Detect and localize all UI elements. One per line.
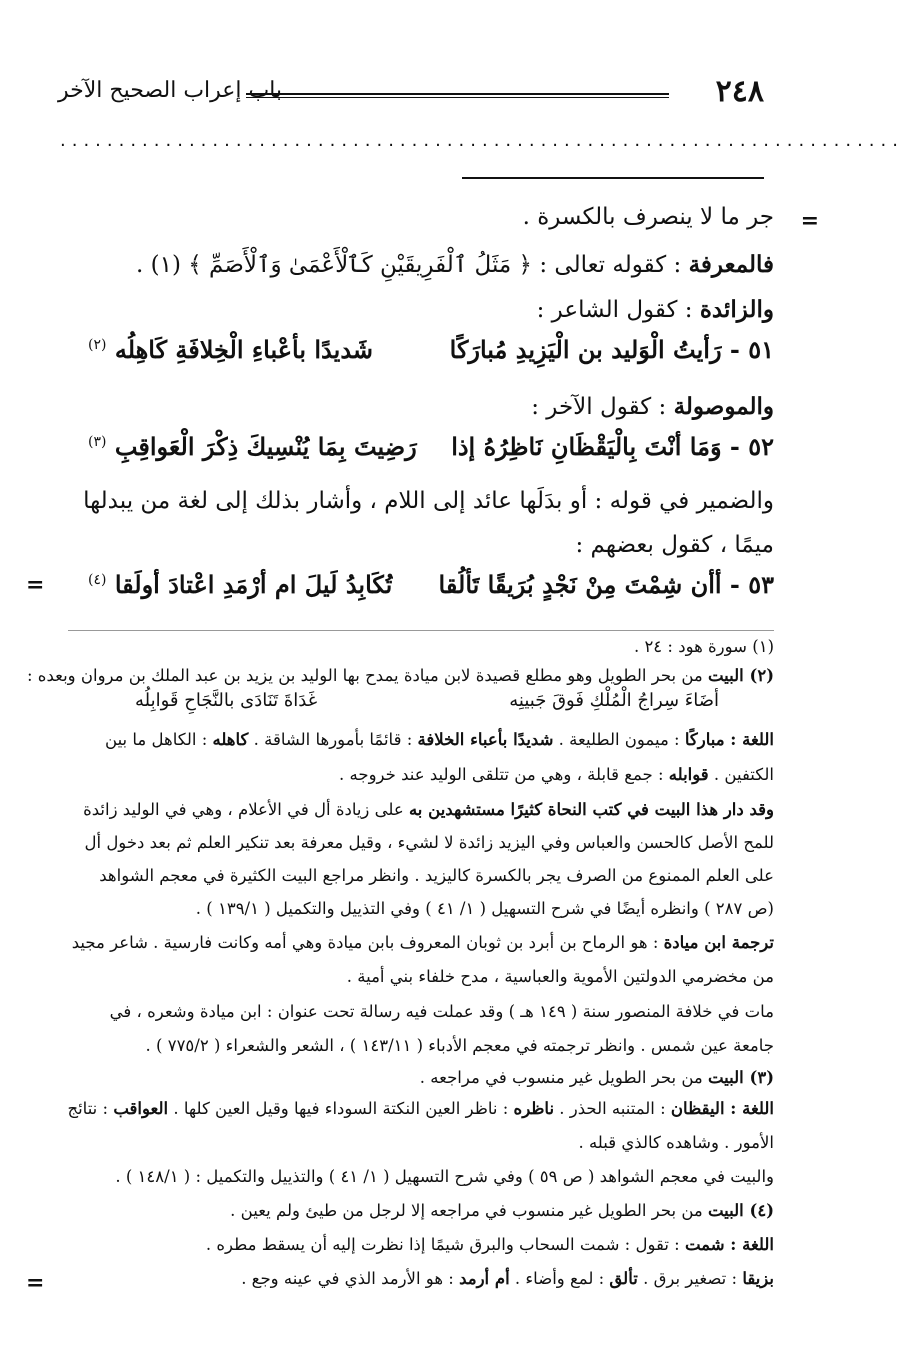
footnote-line: على العلم الممنوع من الصرف يجر بالكسرة كاليزيد . وانظر مراجع البيت الكثيرة في معجم الشواهد xyxy=(99,866,774,885)
header-rule xyxy=(246,93,669,98)
footnote-line: والبيت في معجم الشواهد ( ص ٥٩ ) وفي شرح التسهيل ( ١/ ٤١ ) والتذييل والتكميل : ( ١٤٨/١ ) . xyxy=(115,1167,774,1186)
footnote-term: تألق xyxy=(609,1269,638,1288)
footnote-line xyxy=(66,1230,774,1259)
footnote-text: : تصغير برق . xyxy=(637,1269,743,1288)
footnote-line: من مخضرمي الدولتين الأموية والعباسية ، مدح خلفاء بني أمية . xyxy=(346,967,774,986)
footnote-line: الأمور . وشاهده كالذي قبله . xyxy=(578,1133,774,1152)
dotted-separator: ........................................................................ xyxy=(60,130,904,151)
footnote-term: شديدًا بأعباء الخلافة xyxy=(417,730,554,749)
footnote-text: : لمع وأضاء . xyxy=(509,1269,610,1288)
footnote-verse-first: أضَاءَ سِراجُ الْمُلْكِ فَوقَ جَبينِه xyxy=(509,690,719,711)
footnote-term: وقد دار هذا البيت في كتب النحاة كثيرًا مستشهدين به xyxy=(408,800,774,819)
footnote-text: على زيادة أل في الأعلام ، وهي في الوليد زائدة xyxy=(83,800,409,819)
main-line xyxy=(104,390,774,425)
footnote-line: جامعة عين شمس . وانظر ترجمته في معجم الأدباء ( ١٤٣/١١ ) ، الشعر والشعراء ( ٧٧٥/٢ ) . xyxy=(145,1036,774,1055)
footnote-line xyxy=(66,1264,774,1293)
verse-53-first xyxy=(439,570,774,599)
footnote-line xyxy=(66,725,774,754)
verse-number: ٥١ - xyxy=(721,335,774,364)
footnote-text: من بحر الطويل وهو مطلع قصيدة لابن ميادة يمدح بها الوليد بن يزيد بن عبد الملك بن مروان وبعده : xyxy=(27,666,708,685)
main-line xyxy=(104,248,774,283)
verse-51-first xyxy=(450,335,774,364)
footnote-term: أم أرمد xyxy=(459,1269,510,1288)
main-text: : كقوله تعالى : ﴿ مَثَلُ ٱلْفَرِيقَيْنِ كَٱلْأَعْمَىٰ وَٱلْأَصَمِّ ﴾ (١) . xyxy=(136,252,689,278)
footnote-text: : هو الرماح بن أبرد بن ثوبان المعروف بابن ميادة وهي أمه وكانت فارسية . شاعر مجيد xyxy=(71,933,664,952)
verse-52-second xyxy=(88,432,417,461)
footnote-term: كاهله xyxy=(212,730,249,749)
footnote-line xyxy=(66,1063,774,1092)
footnote-ref: (٣) xyxy=(88,434,107,450)
footnote-term: قوابله xyxy=(668,765,709,784)
footnote-line xyxy=(66,928,774,957)
hemistich: رَأيتُ الْوَليد بن الْيَزِيدِ مُبارَكًا xyxy=(449,335,722,364)
footnote-term: (٢) البيت xyxy=(707,666,774,685)
footnote-term: العواقب xyxy=(113,1099,169,1118)
footnote-term: اللغة : مباركًا xyxy=(684,730,774,749)
main-line: والضمير في قوله : أو بدَلَها عائد إلى اللام ، وأشار بذلك إلى لغة من يبدلها xyxy=(83,488,774,514)
text-rule xyxy=(462,177,764,179)
footnote-text: : نتائج xyxy=(67,1099,114,1118)
term: والزائدة xyxy=(699,296,774,323)
footnote-text: الكتفين . xyxy=(708,765,774,784)
footnote-line xyxy=(66,1094,774,1123)
footnote-text: من بحر الطويل غير منسوب في مراجعه إلا لرجل من طيئ ولم يعين . xyxy=(230,1201,708,1220)
page-number: ٢٤٨ xyxy=(715,74,764,109)
term: والموصولة xyxy=(673,393,774,420)
margin-mark-top: = xyxy=(800,208,819,234)
footnote-text: من بحر الطويل غير منسوب في مراجعه . xyxy=(419,1068,708,1087)
footnote-term: ناظره xyxy=(513,1099,555,1118)
main-line: ميمًا ، كقول بعضهم : xyxy=(575,532,774,558)
chapter-title: باب إعراب الصحيح الآخر xyxy=(58,78,283,103)
main-line xyxy=(104,293,774,328)
verse-53-second xyxy=(88,570,392,599)
hemistich: رَضِيتَ بِمَا يُنْسِيكَ ذِكْرَ الْعَواقِبِ xyxy=(114,432,417,461)
footnote-text: : جمع قابلة ، وهي من تتلقى الوليد عند خروجه . xyxy=(339,765,669,784)
footnote-term: ترجمة ابن ميادة xyxy=(663,933,774,952)
footnote-line: مات في خلافة المنصور سنة ( ١٤٩ هـ ) وقد عملت فيه رسالة تحت عنوان : ابن ميادة وشعره ، في xyxy=(109,1002,774,1021)
verse-number: ٥٢ - xyxy=(721,432,774,461)
footnote-line: (ص ٢٨٧ ) وانظره أيضًا في شرح التسهيل ( ١/ ٤١ ) وفي التذييل والتكميل ( ١٣٩/١ ) . xyxy=(195,899,774,918)
footnote-text: : هو الأرمد الذي في عينه وجع . xyxy=(241,1269,460,1288)
footnote-line xyxy=(66,1196,774,1225)
footnote-term: اللغة : شمت xyxy=(684,1235,774,1254)
footnote-term: اللغة : اليقظان xyxy=(670,1099,774,1118)
margin-mark-mid: = xyxy=(26,572,45,598)
footnote-term: (٣) البيت xyxy=(707,1068,774,1087)
footnote-line xyxy=(27,661,774,690)
footnote-line xyxy=(66,760,774,789)
page-header xyxy=(58,70,764,116)
footnote-line: للمح الأصل كالحسن والعباس وفي اليزيد زائدة لا لشيء ، وقيل معرفة بعد تنكير العلم ثم بعد دخول أل xyxy=(84,833,774,852)
hemistich: أأن شِمْتَ مِنْ نَجْدٍ بُرَيقًا تَألُقا xyxy=(438,570,722,599)
footnote-text: : قائمًا بأمورها الشاقة . xyxy=(248,730,418,749)
hemistich: تُكَابِدُ لَيلَ ام أرْمَدِ اعْتادَ أولَقا xyxy=(114,570,393,599)
footnote-text: : تقول : شمت السحاب والبرق شيمًا إذا نظرت إليه أن يسقط مطره . xyxy=(205,1235,685,1254)
footnote-term: بزيقا xyxy=(742,1269,774,1288)
footnote-line: (١) سورة هود : ٢٤ . xyxy=(633,637,774,656)
main-text: : كقول الشاعر : xyxy=(536,297,700,323)
margin-mark-bottom: = xyxy=(26,1270,45,1296)
hemistich: وَمَا أنْتَ بِالْيَقْظَانِ نَاظِرُهُ إذا xyxy=(451,432,722,461)
verse-51-second xyxy=(88,335,373,364)
footnote-text: : ميمون الطليعة . xyxy=(553,730,685,749)
footnote-ref: (٤) xyxy=(88,572,107,588)
verse-52-first xyxy=(451,432,774,461)
main-text: : كقول الآخر : xyxy=(531,394,674,420)
footnote-text: : المتنبه الحذر . xyxy=(554,1099,671,1118)
main-line: جر ما لا ينصرف بالكسرة . xyxy=(522,204,774,230)
verse-number: ٥٣ - xyxy=(721,570,774,599)
footnote-text: : ناظر العين النكتة السوداء فيها وقيل العين كلها . xyxy=(168,1099,514,1118)
footnote-line xyxy=(66,795,774,824)
footnote-verse-second: غَدَاةَ تَنَادَى بالنَّجَاحِ قَوابِلُه xyxy=(135,690,318,711)
footnote-text: : الكاهل ما بين xyxy=(105,730,213,749)
hemistich: شَديدًا بأعْباءِ الْخِلافَةِ كَاهِلُه xyxy=(114,335,374,364)
footnote-rule xyxy=(68,630,774,631)
footnote-term: (٤) البيت xyxy=(707,1201,774,1220)
footnote-ref: (٢) xyxy=(88,337,107,353)
term: فالمعرفة xyxy=(688,251,774,278)
